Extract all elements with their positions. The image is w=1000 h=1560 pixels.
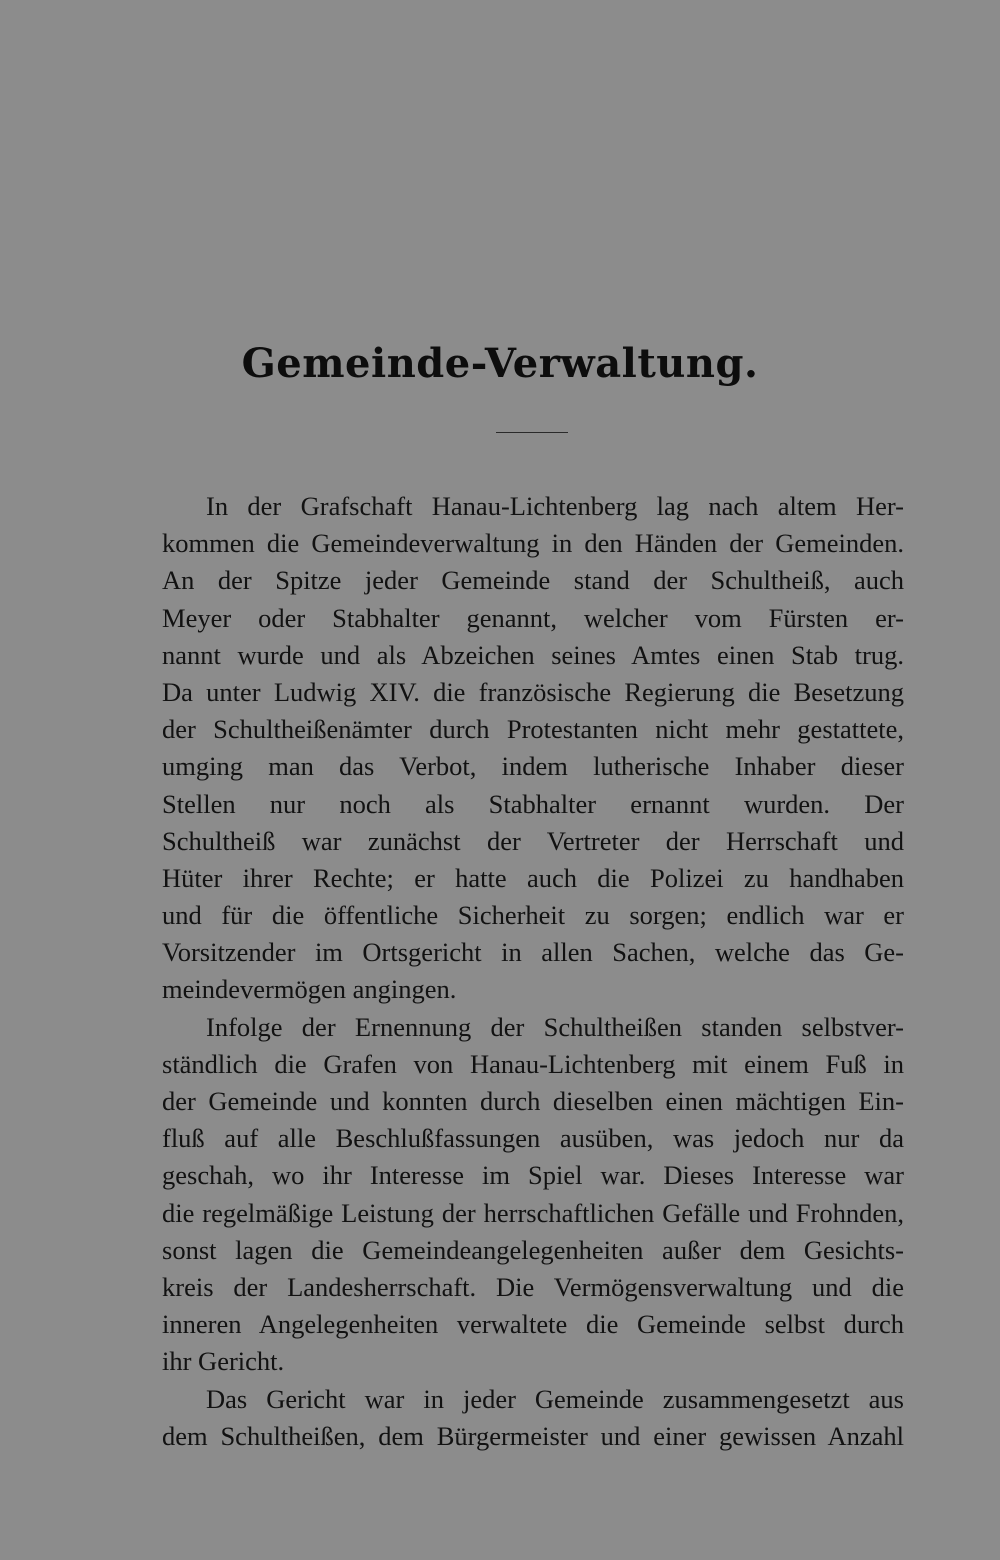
text-line: In der Grafschaft Hanau-Lichtenberg lag nach altem Her- xyxy=(206,491,904,521)
text-line: sonst lagen die Gemeindeangelegenheiten außer dem Gesichts- xyxy=(162,1234,904,1265)
chapter-title: Gemeinde-Verwaltung. xyxy=(241,340,759,387)
text-line: der Gemeinde und konnten durch dieselben einen mächtigen Ein- xyxy=(162,1086,904,1116)
text-line: ständlich die Grafen von Hanau-Lichtenberg mit einem Fuß in xyxy=(162,1048,904,1079)
text-line: Schultheiß war zunächst der Vertreter der Herrschaft und xyxy=(162,825,904,856)
text-line: Hüter ihrer Rechte; er hatte auch die Polizei zu handhaben xyxy=(162,862,904,893)
text-line: inneren Angelegenheiten verwaltete die Gemeinde selbst durch xyxy=(162,1309,904,1340)
text-line: ihr Gericht. xyxy=(162,1346,285,1377)
text-line: Vorsitzender im Ortsgericht in allen Sachen, welche das Ge- xyxy=(162,937,904,968)
text-line: meindevermögen angingen. xyxy=(162,974,457,1005)
text-line: An der Spitze jeder Gemeinde stand der Schultheiß, auch xyxy=(162,565,904,596)
text-line: und für die öffentliche Sicherheit zu sorgen; endlich war er xyxy=(162,900,904,931)
text-line: nannt wurde und als Abzeichen seines Amtes einen Stab trug. xyxy=(162,639,904,670)
body-text xyxy=(162,488,904,1455)
text-line: die regelmäßige Leistung der herrschaftlichen Gefälle und Frohnden, xyxy=(162,1197,904,1228)
text-line: Das Gericht war in jeder Gemeinde zusammengesetzt aus xyxy=(206,1383,904,1414)
text-line: umging man das Verbot, indem lutherische Inhaber dieser xyxy=(162,751,904,782)
text-line: Meyer oder Stabhalter genannt, welcher vom Fürsten er- xyxy=(162,602,904,633)
text-line: Stellen nur noch als Stabhalter ernannt wurden. Der xyxy=(162,788,904,819)
text-line: kreis der Landesherrschaft. Die Vermögensverwaltung und die xyxy=(162,1271,904,1302)
title-divider xyxy=(496,432,568,433)
text-line: geschah, wo ihr Interesse im Spiel war. Dieses Interesse war xyxy=(162,1160,904,1191)
text-line: kommen die Gemeindeverwaltung in den Händen der Gemeinden. xyxy=(162,528,904,559)
text-line: dem Schultheißen, dem Bürgermeister und einer gewissen Anzahl xyxy=(162,1420,904,1451)
text-line: fluß auf alle Beschlußfassungen ausüben, was jedoch nur da xyxy=(162,1123,904,1154)
text-line: Infolge der Ernennung der Schultheißen standen selbstver- xyxy=(206,1011,904,1042)
text-line: Da unter Ludwig XIV. die französische Regierung die Besetzung xyxy=(162,676,904,707)
text-line: der Schultheißenämter durch Protestanten nicht mehr gestattete, xyxy=(162,714,904,745)
